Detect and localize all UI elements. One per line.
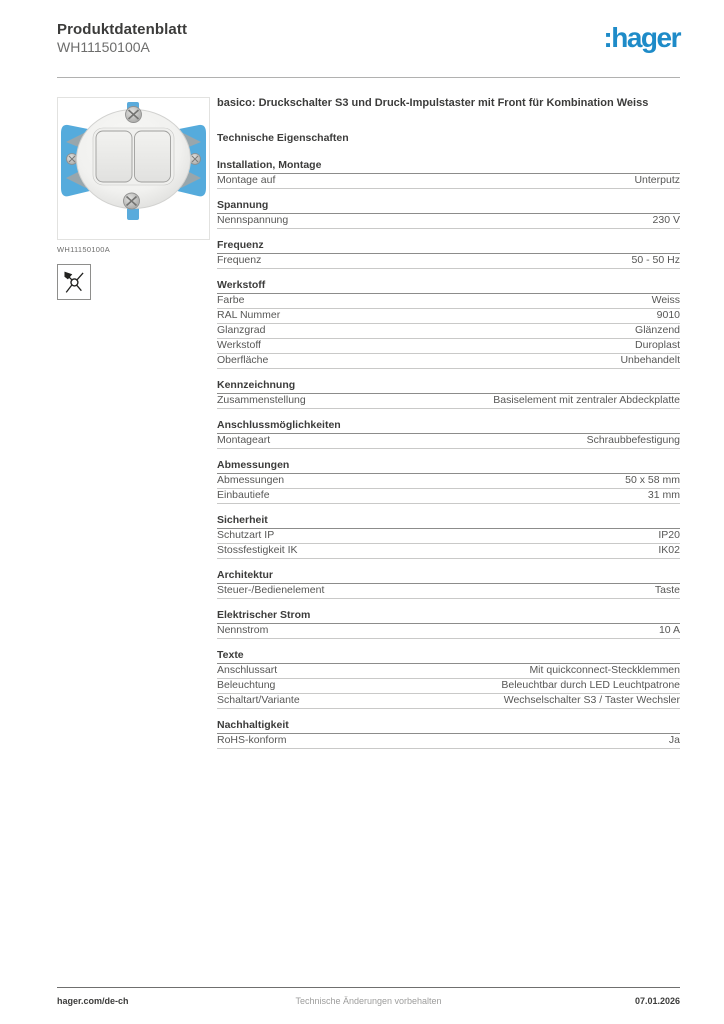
section-rows (217, 434, 680, 449)
section-heading: Installation, Montage (217, 159, 680, 174)
section-heading: Werkstoff (217, 279, 680, 294)
spec-value: Mit quickconnect-Steckklemmen (529, 664, 680, 676)
spec-row (217, 254, 680, 269)
spec-value: Taste (654, 584, 680, 596)
section-heading: Sicherheit (217, 514, 680, 529)
spec-value: 230 V (652, 214, 680, 226)
header-product-code: WH11150100A (57, 39, 150, 55)
section-rows (217, 529, 680, 559)
spec-value: 10 A (658, 624, 680, 636)
spec-section (217, 199, 680, 229)
hager-logo: :hager (603, 22, 680, 53)
spec-section (217, 379, 680, 409)
product-photo-illustration (58, 98, 209, 239)
spec-value: IP20 (658, 529, 680, 541)
spec-value: Ja (668, 734, 680, 746)
spec-section (217, 719, 680, 749)
spec-label: Einbautiefe (217, 489, 270, 501)
spec-section (217, 459, 680, 504)
section-rows (217, 624, 680, 639)
spec-label: Anschlussart (217, 664, 278, 676)
spec-label: Farbe (217, 294, 245, 306)
spec-label: Glanzgrad (217, 324, 266, 336)
spec-section (217, 649, 680, 709)
spec-label: Zusammenstellung (217, 394, 306, 406)
spec-label: Abmessungen (217, 474, 285, 486)
spec-row (217, 624, 680, 639)
spec-row (217, 529, 680, 544)
specs-column (217, 97, 680, 759)
screw-top (126, 107, 142, 123)
spec-row (217, 309, 680, 324)
spec-value: 31 mm (647, 489, 680, 501)
spec-row (217, 294, 680, 309)
spec-value: Wechselschalter S3 / Taster Wechsler (503, 694, 680, 706)
section-rows (217, 174, 680, 189)
spec-label: Montageart (217, 434, 271, 446)
spec-label: Nennspannung (217, 214, 289, 226)
section-rows (217, 294, 680, 369)
doc-type-title: Produktdatenblatt (57, 21, 188, 38)
spec-section (217, 239, 680, 269)
spec-value: Basiselement mit zentraler Abdeckplatte (493, 394, 680, 406)
spec-section (217, 609, 680, 639)
section-heading: Architektur (217, 569, 680, 584)
spec-row (217, 354, 680, 369)
section-rows (217, 214, 680, 229)
section-rows (217, 584, 680, 599)
section-heading: Texte (217, 649, 680, 664)
footer-website-link[interactable]: hager.com/de-ch (57, 996, 129, 1006)
spec-label: Schaltart/Variante (217, 694, 300, 706)
spec-label: RoHS-konform (217, 734, 287, 746)
product-title: basico: Druckschalter S3 und Druck-Impulstaster mit Front für Kombination Weiss (217, 97, 649, 109)
spec-section (217, 419, 680, 449)
spec-row (217, 544, 680, 559)
spec-value: Schraubbefestigung (586, 434, 680, 446)
spec-row (217, 174, 680, 189)
spec-section (217, 159, 680, 189)
footer-disclaimer: Technische Änderungen vorbehalten (295, 996, 442, 1006)
spec-value: Duroplast (635, 339, 680, 351)
spec-value: Weiss (651, 294, 680, 306)
spec-label: Nennstrom (217, 624, 269, 636)
spec-row (217, 489, 680, 504)
spec-label: Steuer-/Bedienelement (217, 584, 325, 596)
spec-value: Unbehandelt (620, 354, 680, 366)
wiring-diagram-icon (57, 264, 91, 300)
header-titles (57, 20, 187, 56)
spec-section (217, 514, 680, 559)
spec-label: Werkstoff (217, 339, 261, 351)
rocker-left (96, 131, 132, 182)
spec-row (217, 679, 680, 694)
spec-section (217, 569, 680, 599)
spec-value: 9010 (656, 309, 680, 321)
footer-date: 07.01.2026 (634, 996, 680, 1006)
screw-bottom (124, 193, 140, 209)
spec-value: 50 - 50 Hz (631, 254, 680, 266)
spec-label: Oberfläche (217, 354, 269, 366)
section-heading: Abmessungen (217, 459, 680, 474)
spec-row (217, 434, 680, 449)
spec-value: Glänzend (635, 324, 680, 336)
spec-label: Montage auf (217, 174, 276, 186)
spec-row (217, 394, 680, 409)
spec-section (217, 279, 680, 369)
spec-sections (217, 159, 680, 749)
specs-heading: Technische Eigenschaften (217, 132, 349, 144)
section-heading: Frequenz (217, 239, 680, 254)
section-rows (217, 394, 680, 409)
page-footer (57, 987, 680, 1006)
spec-label: Schutzart IP (217, 529, 275, 541)
section-rows (217, 474, 680, 504)
spec-row (217, 324, 680, 339)
section-heading: Elektrischer Strom (217, 609, 680, 624)
product-image (57, 97, 210, 240)
main-content (57, 97, 680, 759)
section-heading: Spannung (217, 199, 680, 214)
rocker-right (135, 131, 171, 182)
footer-row (57, 996, 680, 1006)
spec-value: 50 x 58 mm (625, 474, 680, 486)
spec-row (217, 214, 680, 229)
section-heading: Anschlussmöglichkeiten (217, 419, 680, 434)
spec-label: RAL Nummer (217, 309, 281, 321)
page-header (57, 0, 680, 78)
section-rows (217, 734, 680, 749)
section-heading: Kennzeichnung (217, 379, 680, 394)
product-image-caption: WH11150100A (57, 245, 111, 254)
spec-value: Beleuchtbar durch LED Leuchtpatrone (501, 679, 680, 691)
product-media-column (57, 97, 210, 300)
spec-label: Stossfestigkeit IK (217, 544, 298, 556)
spec-label: Beleuchtung (217, 679, 276, 691)
spec-row (217, 664, 680, 679)
section-rows (217, 664, 680, 709)
spec-row (217, 694, 680, 709)
section-heading: Nachhaltigkeit (217, 719, 680, 734)
spec-value: Unterputz (634, 174, 680, 186)
spec-row (217, 474, 680, 489)
spec-row (217, 339, 680, 354)
spec-row (217, 734, 680, 749)
spec-value: IK02 (658, 544, 680, 556)
spec-row (217, 584, 680, 599)
section-rows (217, 254, 680, 269)
spec-label: Frequenz (217, 254, 262, 266)
